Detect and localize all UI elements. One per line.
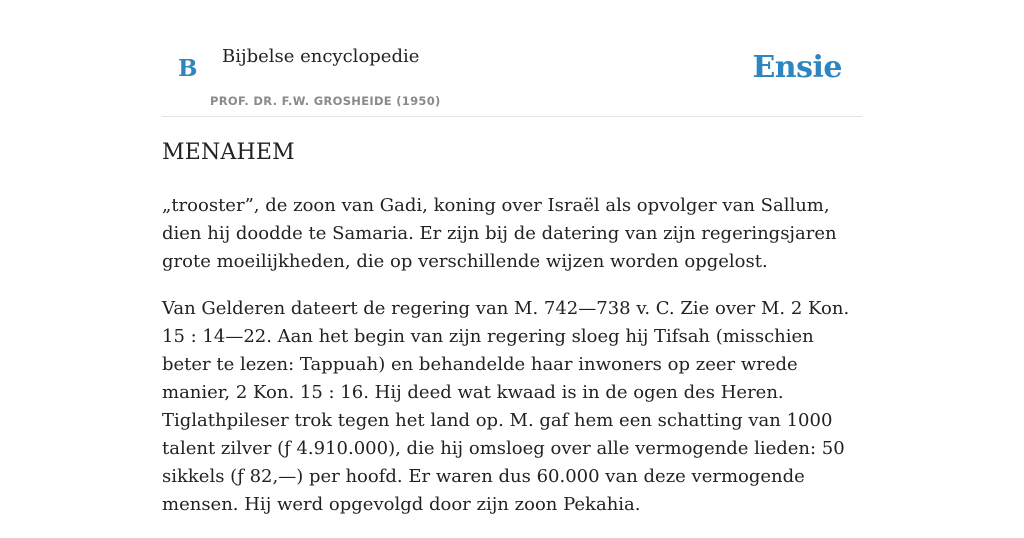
page [162, 0, 862, 515]
article-paragraph: „trooster”, de zoon van Gadi, koning over Israël als opvolger van Sallum, dien hij doodde te Samaria. Er zijn bij de datering van zijn regeringsjaren grote moeilijkheden, die op verschillende wijzen worden opgelost. [162, 195, 837, 272]
author-label: PROF. DR. F.W. GROSHEIDE (1950) [210, 94, 441, 108]
article-paragraph: Van Gelderen dateert de regering van M. 742—738 v. C. Zie over M. 2 Kon. 15 : 14—22. Aan het begin van zijn regering sloeg hij Tifsah (misschien beter te lezen: Tappuah) en behandelde haar inwoners op zeer wrede manier, 2 Kon. 15 : 16. Hij deed wat kwaad is in de ogen des Heren. Tiglathpileser trok tegen het land op. M. gaf hem een schatting van 1000 talent zilver (ƒ 4.910.000), die hij omsloeg over alle vermogende lieden: 50 sikkels (ƒ 82,—) per hoofd. Er waren dus 60.000 van deze vermogende mensen. Hij werd opgevolgd door zijn zoon Pekahia. [162, 298, 850, 515]
header [162, 0, 862, 117]
article-body [162, 192, 862, 538]
encyclopedia-title[interactable]: Bijbelse encyclopedie [222, 46, 420, 67]
brand-logo[interactable]: Ensie [752, 50, 842, 85]
article-headword: MENAHEM [162, 140, 295, 165]
encyclopedia-logo[interactable]: B [178, 55, 198, 82]
